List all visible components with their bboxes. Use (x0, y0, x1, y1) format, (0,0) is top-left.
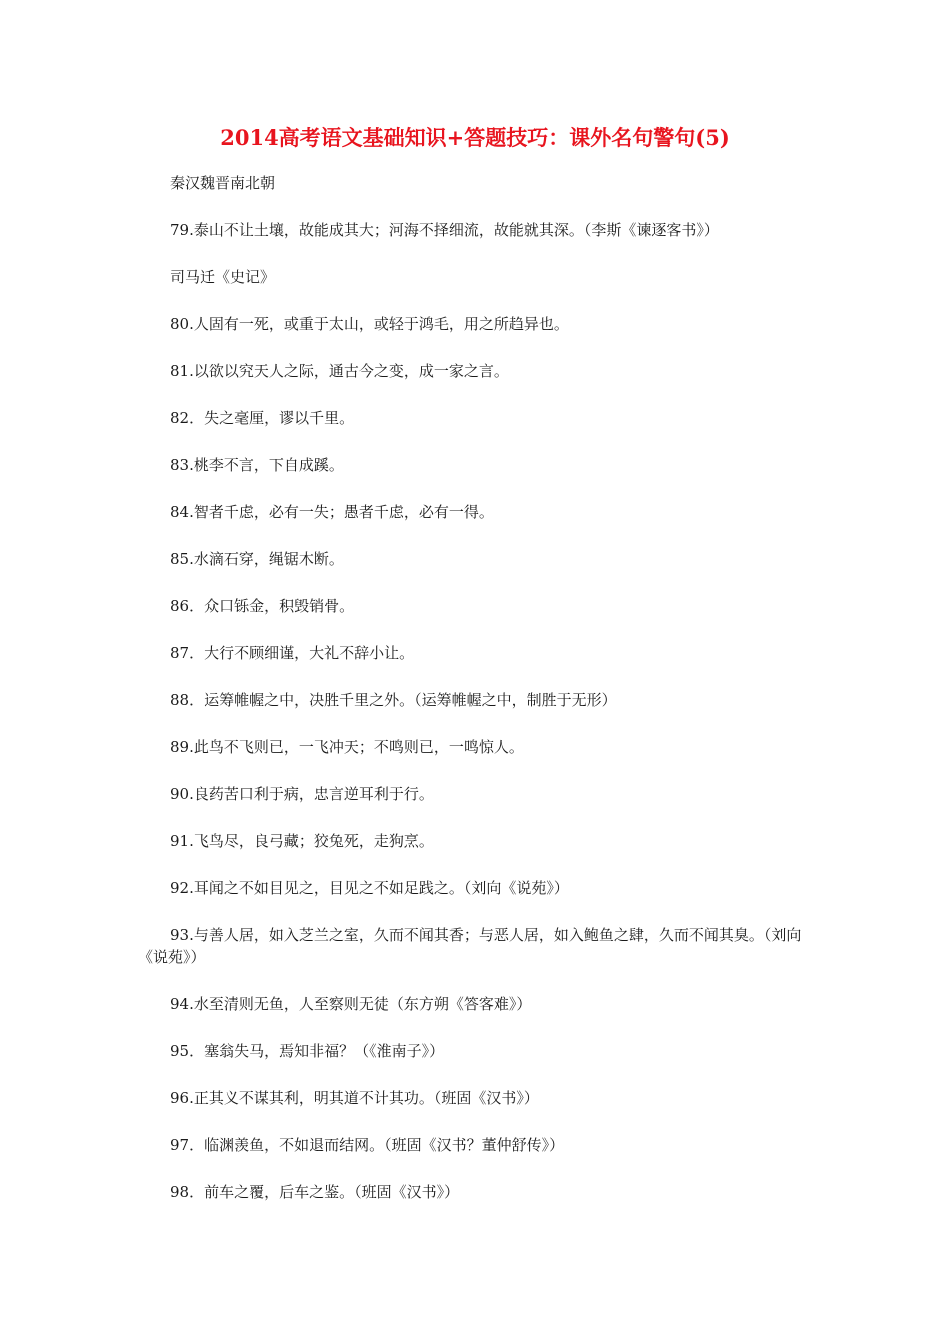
quote-85: 85.水滴石穿，绳锯木断。 (170, 550, 344, 568)
quote-83: 83.桃李不言，下自成蹊。 (170, 456, 344, 474)
quote-97: 97．临渊羡鱼，不如退而结网。（班固《汉书？董仲舒传》） (170, 1136, 565, 1154)
quote-81: 81.以欲以究天人之际，通古今之变，成一家之言。 (170, 362, 509, 380)
quote-86: 86．众口铄金，积毁销骨。 (170, 597, 355, 615)
section-heading-qin-han: 秦汉魏晋南北朝 (170, 174, 276, 192)
quote-94: 94.水至清则无鱼，人至察则无徒（东方朔《答客难》） (170, 995, 532, 1013)
quote-90: 90.良药苦口利于病，忠言逆耳利于行。 (170, 785, 434, 803)
quote-92: 92.耳闻之不如目见之，目见之不如足践之。（刘向《说苑》） (170, 879, 569, 897)
quote-96: 96.正其义不谋其利，明其道不计其功。（班固《汉书》） (170, 1089, 539, 1107)
quote-91: 91.飞鸟尽，良弓藏；狡兔死，走狗烹。 (170, 832, 434, 850)
quote-98: 98．前车之覆，后车之鉴。（班固《汉书》） (170, 1183, 460, 1201)
quote-84: 84.智者千虑，必有一失；愚者千虑，必有一得。 (170, 503, 494, 521)
quote-93: 93.与善人居，如入芝兰之室，久而不闻其香；与恶人居，如入鲍鱼之肆，久而不闻其臭。（刘向《说苑》） (138, 926, 802, 966)
quote-88: 88．运筹帷幄之中，决胜千里之外。（运筹帷幄之中，制胜于无形） (170, 691, 617, 709)
quote-79: 79.泰山不让土壤，故能成其大；河海不择细流，故能就其深。（李斯《谏逐客书》） (170, 221, 719, 239)
quote-89: 89.此鸟不飞则已，一飞冲天；不鸣则已，一鸣惊人。 (170, 738, 524, 756)
quote-80: 80.人固有一死，或重于太山，或轻于鸿毛，用之所趋异也。 (170, 315, 569, 333)
page-title: 2014高考语文基础知识+答题技巧：课外名句警句(5) (220, 125, 730, 150)
document-body (138, 172, 804, 1228)
section-heading-shiji: 司马迁《史记》 (170, 268, 276, 286)
quote-95: 95．塞翁失马，焉知非福？（《淮南子》） (170, 1042, 445, 1060)
quote-82: 82．失之毫厘，谬以千里。 (170, 409, 355, 427)
quote-87: 87．大行不顾细谨，大礼不辞小让。 (170, 644, 415, 662)
